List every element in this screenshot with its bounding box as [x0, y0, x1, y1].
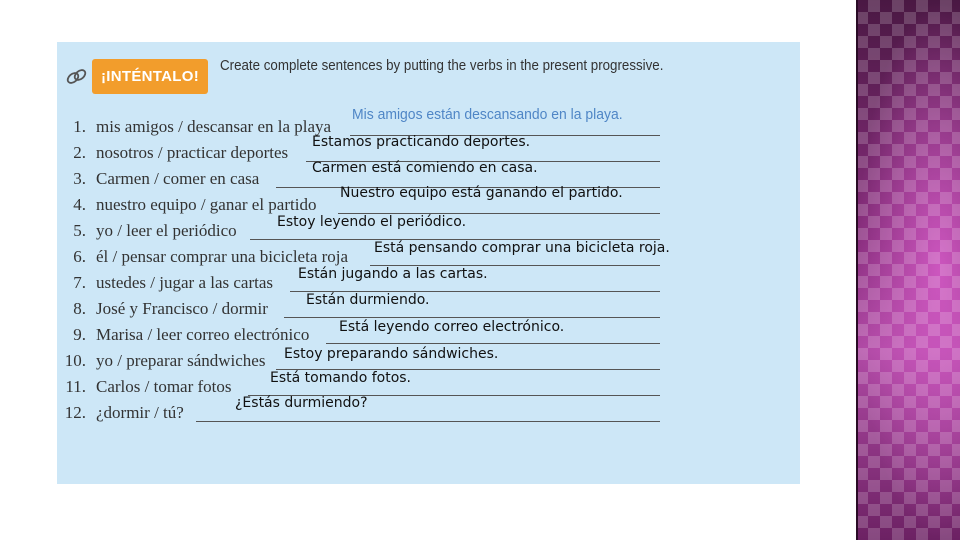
item-number: 12. — [64, 403, 86, 422]
answer-text: Carmen está comiendo en casa. — [312, 160, 538, 176]
chain-link-icon — [64, 64, 90, 90]
item-number: 10. — [64, 351, 86, 370]
instructions-text: Create complete sentences by putting the verbs in the present progressive. — [220, 58, 664, 74]
answer-text: Está leyendo correo electrónico. — [339, 319, 565, 335]
answer-line — [284, 317, 660, 318]
item-prompt: Carlos / tomar fotos — [96, 377, 232, 396]
answer-text: Están durmiendo. — [306, 292, 430, 308]
answer-text: Estoy leyendo el periódico. — [277, 214, 467, 230]
item-prompt: yo / leer el periódico — [96, 221, 237, 240]
item-number: 7. — [73, 273, 86, 292]
item-prompt: nosotros / practicar deportes — [96, 143, 289, 162]
item-number: 4. — [73, 195, 86, 214]
item-prompt: mis amigos / descansar en la playa — [96, 117, 332, 136]
item-number: 1. — [73, 117, 86, 136]
item-prompt: Marisa / leer correo electrónico — [96, 325, 310, 344]
item-prompt: él / pensar comprar una bicicleta roja — [96, 247, 349, 266]
answer-text: Estoy preparando sándwiches. — [284, 346, 499, 362]
intentalo-badge: ¡INTÉNTALO! — [92, 59, 208, 94]
item-number: 9. — [73, 325, 86, 344]
item-number: 5. — [73, 221, 86, 240]
answer-line — [196, 421, 660, 422]
side-band-edge — [856, 0, 858, 540]
item-prompt: nuestro equipo / ganar el partido — [96, 195, 317, 214]
item-prompt: José y Francisco / dormir — [96, 299, 268, 318]
diamond-pattern — [856, 0, 960, 540]
answer-text: Estamos practicando deportes. — [312, 134, 531, 150]
item-number: 11. — [65, 377, 86, 396]
item-prompt: Carmen / comer en casa — [96, 169, 260, 188]
item-prompt: ustedes / jugar a las cartas — [96, 273, 274, 292]
item-prompt: yo / preparar sándwiches — [96, 351, 266, 370]
item-number: 8. — [73, 299, 86, 318]
answer-text: Nuestro equipo está ganando el partido. — [340, 185, 623, 201]
item-number: 3. — [73, 169, 86, 188]
answer-text: Está tomando fotos. — [270, 370, 411, 386]
item-number: 2. — [73, 143, 86, 162]
answer-text: Está pensando comprar una bicicleta roja. — [374, 240, 670, 256]
example-answer: Mis amigos están descansando en la playa. — [352, 106, 623, 123]
item-number: 6. — [73, 247, 86, 266]
answer-text: ¿Estás durmiendo? — [235, 395, 368, 411]
answer-text: Están jugando a las cartas. — [298, 266, 488, 282]
item-prompt: ¿dormir / tú? — [96, 403, 184, 422]
answer-line — [326, 343, 660, 344]
decorative-side-band — [856, 0, 960, 540]
